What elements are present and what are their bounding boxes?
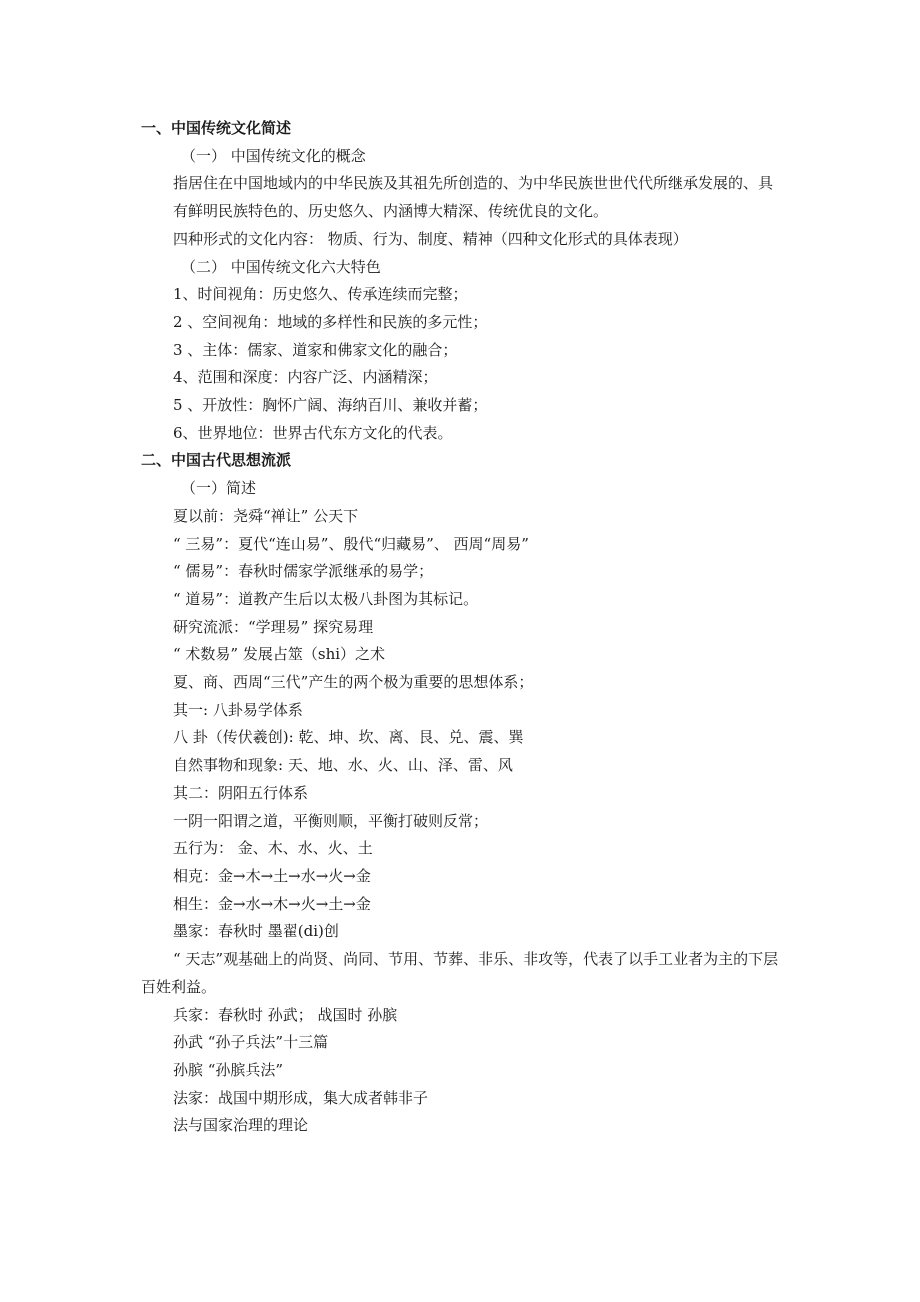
school-line: “ 三易”：夏代“连山易”、殷代“归藏易”、 西周“周易” <box>173 534 529 553</box>
school-line: 八 卦（传伏羲创): 乾、坤、坎、离、艮、兑、震、巽 <box>173 728 524 747</box>
school-line: 相生：金→水→木→火→土→金 <box>173 894 371 913</box>
feature-item: 6、世界地位：世界古代东方文化的代表。 <box>173 423 453 442</box>
school-line: 法家：战国中期形成，集大成者韩非子 <box>173 1088 429 1107</box>
school-line: “ 儒易”：春秋时儒家学派继承的易学； <box>173 562 434 581</box>
school-line: 研究流派：“学理易” 探究易理 <box>173 617 374 636</box>
section1-title: 一、中国传统文化简述 <box>141 119 292 137</box>
feature-item: 5 、开放性：胸怀广阔、海纳百川、兼收并蓄； <box>173 396 488 415</box>
mohist-text: “ 天志”观基础上的尚贤、尚同、节用、节葬、非乐、非攻等，代表了以手工业者为主的下层百姓利益。 <box>141 950 779 996</box>
school-line: 相克：金→木→土→水→火→金 <box>173 866 371 885</box>
school-line: 法与国家治理的理论 <box>173 1116 309 1135</box>
section2-title: 二、中国古代思想流派 <box>141 451 292 470</box>
school-line: 墨家：春秋时 墨翟(di)创 <box>173 922 339 941</box>
mohist-description <box>141 946 781 1001</box>
section1-forms: 四种形式的文化内容： 物质、行为、制度、精神（四种文化形式的具体表现） <box>173 229 688 248</box>
school-line: 自然事物和现象: 天、地、水、火、山、泽、雷、风 <box>173 756 513 775</box>
feature-item: 2 、空间视角：地域的多样性和民族的多元性； <box>173 312 488 331</box>
school-line: 五行为： 金、木、水、火、土 <box>173 839 373 858</box>
school-line: 孙武 “孙子兵法”十三篇 <box>173 1033 329 1052</box>
section1-sub1: （一） 中国传统文化的概念 <box>181 146 366 165</box>
feature-item: 1、时间视角：历史悠久、传承连续而完整； <box>173 285 468 304</box>
school-line: “ 术数易” 发展占筮（shi）之术 <box>173 645 386 664</box>
school-line: 孙膑 “孙膑兵法” <box>173 1060 284 1079</box>
feature-item: 4、范围和深度：内容广泛、内涵精深； <box>173 368 438 387</box>
school-line: 一阴一阳谓之道，平衡则顺，平衡打破则反常； <box>173 811 489 830</box>
school-line: 夏以前：尧舜“禅让” 公天下 <box>173 506 359 525</box>
school-line: 夏、商、西周“三代”产生的两个极为重要的思想体系； <box>173 673 534 692</box>
school-line: 其二：阴阳五行体系 <box>173 783 309 802</box>
document-body <box>141 115 781 1140</box>
section1-definition <box>141 170 781 225</box>
school-line: 兵家：春秋时 孙武； 战国时 孙膑 <box>173 1005 398 1024</box>
section1-sub2: （二） 中国传统文化六大特色 <box>181 257 381 276</box>
school-line: 其一: 八卦易学体系 <box>173 700 303 719</box>
section2-sub1: （一）简述 <box>181 479 257 498</box>
school-line: “ 道易”：道教产生后以太极八卦图为其标记。 <box>173 589 479 608</box>
feature-item: 3 、主体：儒家、道家和佛家文化的融合； <box>173 340 458 359</box>
definition-text: 指居住在中国地域内的中华民族及其祖先所创造的、为中华民族世世代代所继承发展的、具有鲜明民族特色的、历史悠久、内涵博大精深、传统优良的文化。 <box>173 174 774 221</box>
